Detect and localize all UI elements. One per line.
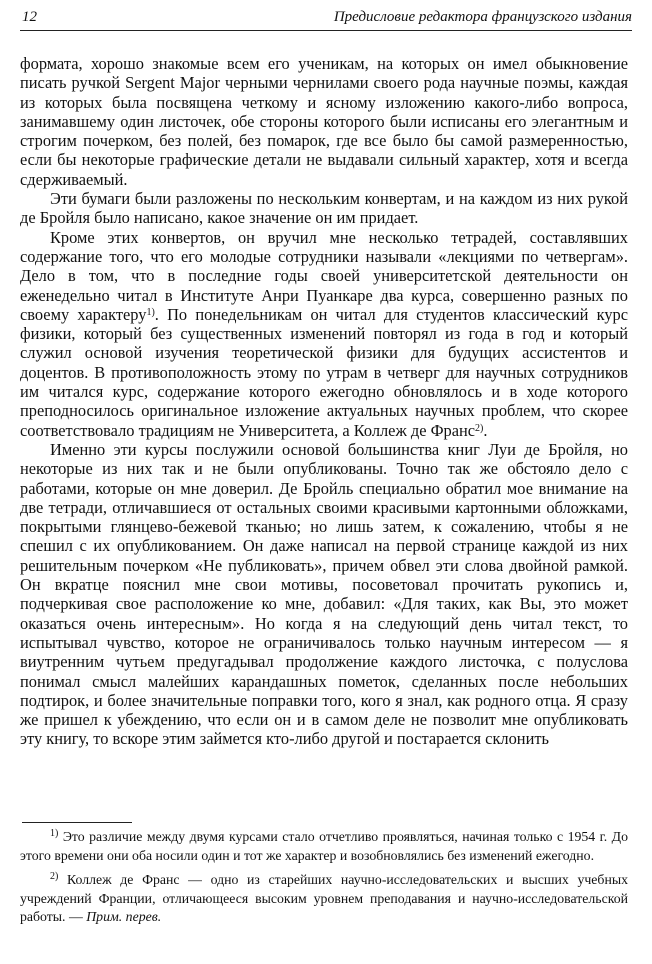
- footnote-ref-2: 2): [475, 422, 484, 434]
- translator-note: Прим. перев.: [86, 909, 162, 924]
- running-header: [20, 8, 632, 31]
- footnotes: [20, 828, 628, 933]
- page-number: 12: [22, 9, 37, 25]
- section-title: Предисловие редактора французского издания: [333, 9, 632, 25]
- paragraph-with-notes: [20, 228, 628, 440]
- footnote-marker: 1): [50, 828, 59, 839]
- main-text: [20, 54, 628, 749]
- footnote-marker: 2): [50, 871, 59, 882]
- footnote-text: Это различие между двумя курсами стало отчетливо проявляться, начиная только с 1954 г. До этого времени они оба носили один и тот же характер и возобновлялись без изменений ежегодно.: [20, 829, 628, 863]
- footnote-text: Коллеж де Франс — одно из старейших научно-исследовательских и высших учебных учреждений Франции, отличающееся высоким уровнем преподавания и научно-исследовательской работы. —: [20, 872, 628, 924]
- paragraph-text: . По понедельникам он читал для студентов классический курс физики, который без существенных изменений повторял из года в год и который служил основой изучения теоретической физики для будущих ассистентов и доцентов. В противоположность этому по утрам в четверг для научных сотрудников им читался курс, содержание которого ежегодно обновлялось и в ходе которого преподносилось оригинальное изложение актуальных научных проблем, что скорее соответствовало традициям не Университета, а Коллеж де Франс: [20, 304, 628, 440]
- paragraph-continued: формата, хорошо знакомые всем его ученикам, на которых он имел обыкновение писать ручкой Sergent Major черными чернилами своего рода научные поэмы, каждая из которых была посвящена четкому и ясному изложению какого-либо вопроса, занимавшему один листочек, обе стороны которого были исписаны его элегантным и строгим почерком, без полей, без помарок, где все было бы самой размеренностью, если бы некоторые графические детали не выдавали сильный характер, хотя и всегда сдерживаемый.: [20, 54, 628, 189]
- footnote-1: [20, 828, 628, 865]
- footnote-rule: [22, 822, 132, 823]
- paragraph-text: .: [483, 420, 488, 440]
- footnote-2: [20, 871, 628, 927]
- paragraph: Именно эти курсы послужили основой большинства книг Луи де Бройля, но некоторые из них так и не были опубликованы. Точно так же обстояло дело с работами, которые он мне доверил. Де Бройль специально обратил мое внимание на две тетради, отличавшиеся от остальных своими красивыми картонными обложками, покрытыми глянцево-бежевой тканью; но лишь затем, к сожалению, чтобы я не спешил с их опубликованием. Он даже написал на первой странице каждой из них решительным почерком «Не публиковать», причем обвел эти слова двойной рамкой. Он вкратце пояснил мне свои мотивы, посоветовал прочитать рукопись и, подчеркивая свое расположение ко мне, добавил: «Для таких, как Вы, это может оказаться очень интересным». Но когда я на следующий день читал текст, то испытывал чувство, которое не ограничивалось только научным интересом — я виутренним чутьем предугадывал продолжение каждого листочка, с полуслова понимал смысл малейших карандашных пометок, сделанных после небольших подтирок, и более значительные поправки того, кого я знал, как родного отца. Я сразу же пришел к убеждению, что если он и в самом деле не позволит мне опубликовать эту книгу, то вскоре этим займется кто-либо другой и постарается склонить: [20, 439, 628, 749]
- paragraph: Эти бумаги были разложены по нескольким конвертам, и на каждом из них рукой де Бройля было написано, какое значение он им придает.: [20, 189, 628, 228]
- paragraph-text: Кроме этих конвертов, он вручил мне несколько тетрадей, составлявших содержание того, что его молодые сотрудники называли «лекциями по четвергам». Дело в том, что в последние годы своей университетской деятельности он еженедельно читал в Институте Анри Пуанкаре два курса, совершенно разных по своему характеру: [20, 227, 628, 324]
- footnote-ref-1: 1): [146, 306, 155, 318]
